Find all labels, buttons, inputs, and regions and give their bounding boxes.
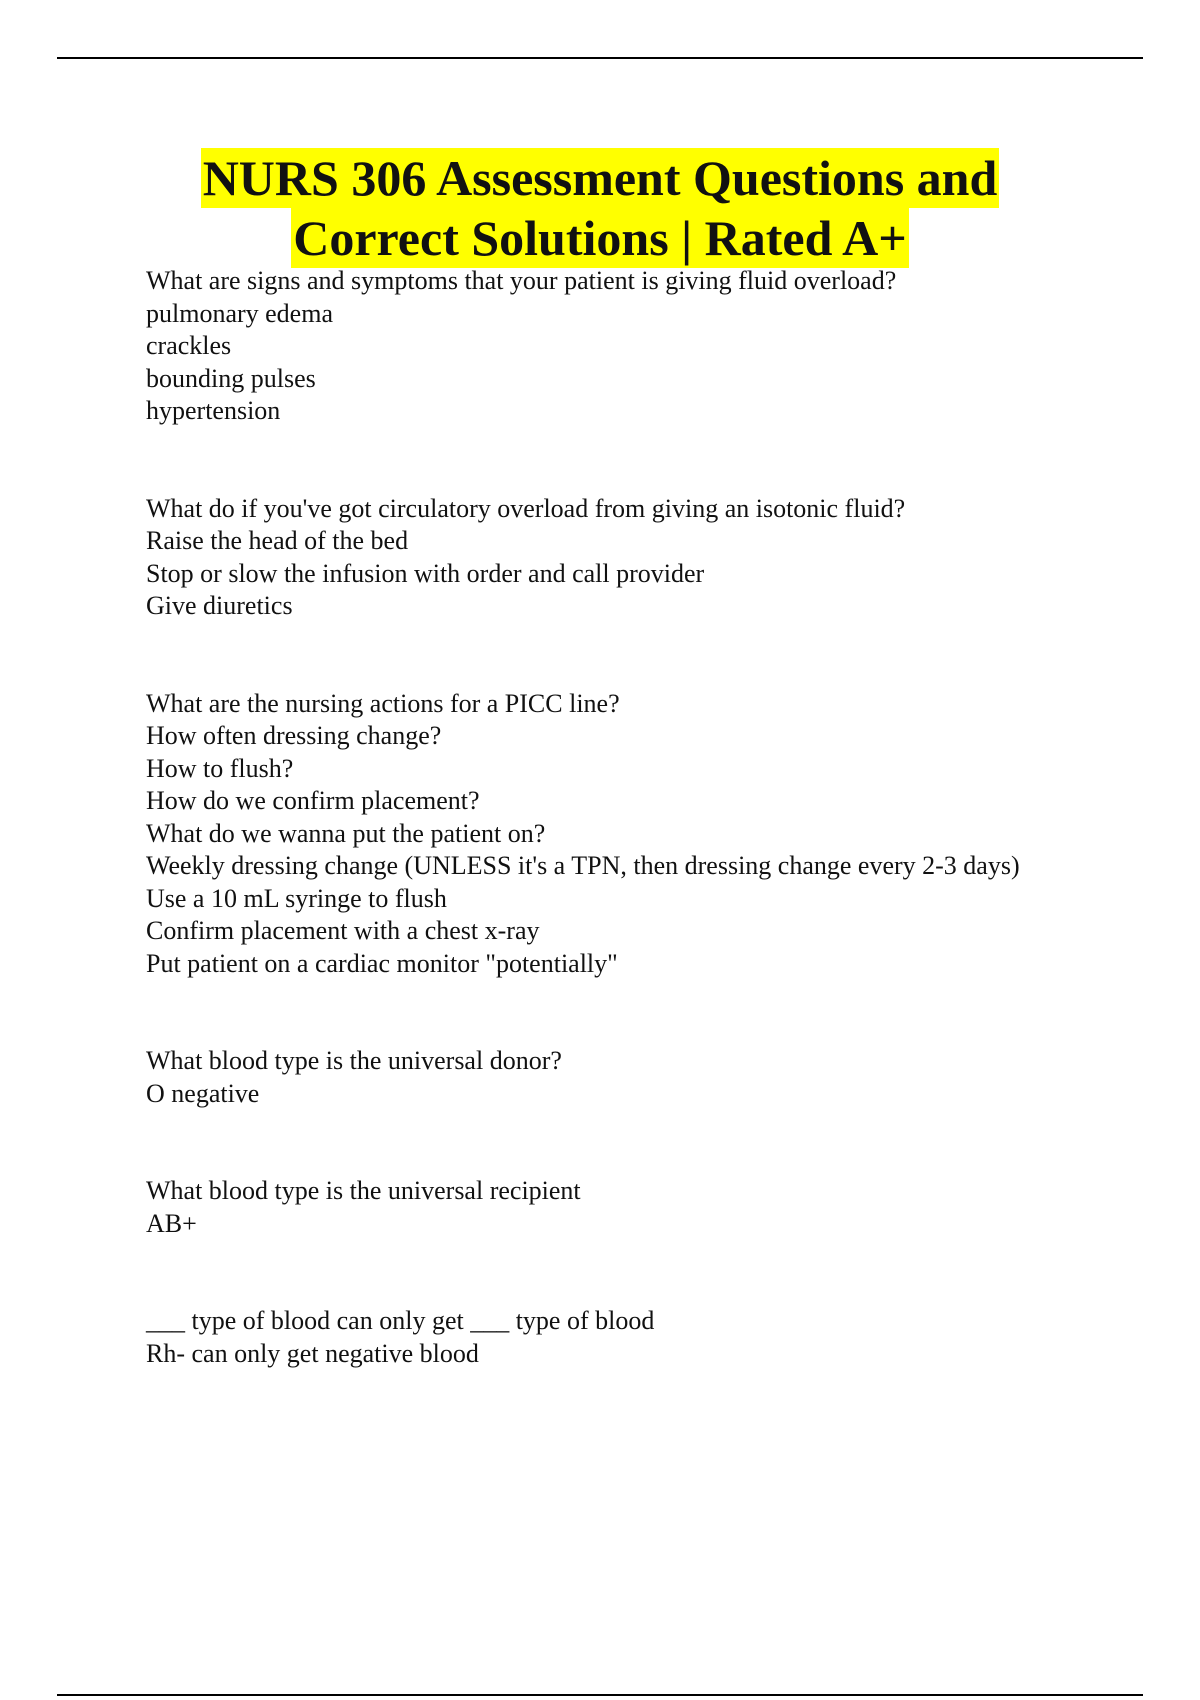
qa-block-2	[146, 493, 1126, 623]
answer-line: Stop or slow the infusion with order and call provider	[146, 558, 705, 588]
answer-line: Confirm placement with a chest x-ray	[146, 916, 540, 945]
question: What are signs and symptoms that your patient is giving fluid overload?	[146, 266, 897, 295]
answer-line: crackles	[146, 331, 232, 360]
answer-line: Weekly dressing change (UNLESS it's a TPN, then dressing change every 2-3 days)	[146, 851, 1020, 880]
qa-block-5	[146, 1175, 1126, 1240]
qa-block-1	[146, 265, 1126, 428]
answer-line: How to flush?	[146, 753, 294, 783]
bottom-rule	[57, 1694, 1143, 1696]
title-line-2: Correct Solutions | Rated A+	[293, 210, 907, 266]
answer-line: AB+	[146, 1208, 197, 1238]
question: What do if you've got circulatory overload from giving an isotonic fluid?	[146, 493, 906, 523]
top-rule	[57, 57, 1143, 59]
question: ___ type of blood can only get ___ type of blood	[146, 1306, 655, 1335]
document-title	[60, 148, 1140, 268]
answer-line: O negative	[146, 1078, 260, 1108]
answer-line: hypertension	[146, 396, 281, 425]
qa-block-4	[146, 1045, 1126, 1110]
qa-block-6	[146, 1305, 1126, 1370]
title-line-1: NURS 306 Assessment Questions and	[202, 150, 998, 206]
answer-line: How do we confirm placement?	[146, 786, 480, 815]
question: What blood type is the universal donor?	[146, 1046, 562, 1075]
answer-line: How often dressing change?	[146, 721, 442, 750]
answer-line: Rh- can only get negative blood	[146, 1338, 479, 1368]
question: What are the nursing actions for a PICC line?	[146, 688, 620, 718]
answer-line: bounding pulses	[146, 363, 316, 393]
answer-line: What do we wanna put the patient on?	[146, 818, 546, 848]
answer-line: Put patient on a cardiac monitor "potentially"	[146, 948, 618, 978]
answer-line: Raise the head of the bed	[146, 526, 409, 555]
answer-line: Use a 10 mL syringe to flush	[146, 883, 447, 913]
answer-line: pulmonary edema	[146, 298, 333, 328]
question: What blood type is the universal recipient	[146, 1176, 581, 1205]
qa-content	[146, 265, 1126, 1370]
qa-block-3	[146, 688, 1126, 981]
answer-line: Give diuretics	[146, 591, 293, 620]
